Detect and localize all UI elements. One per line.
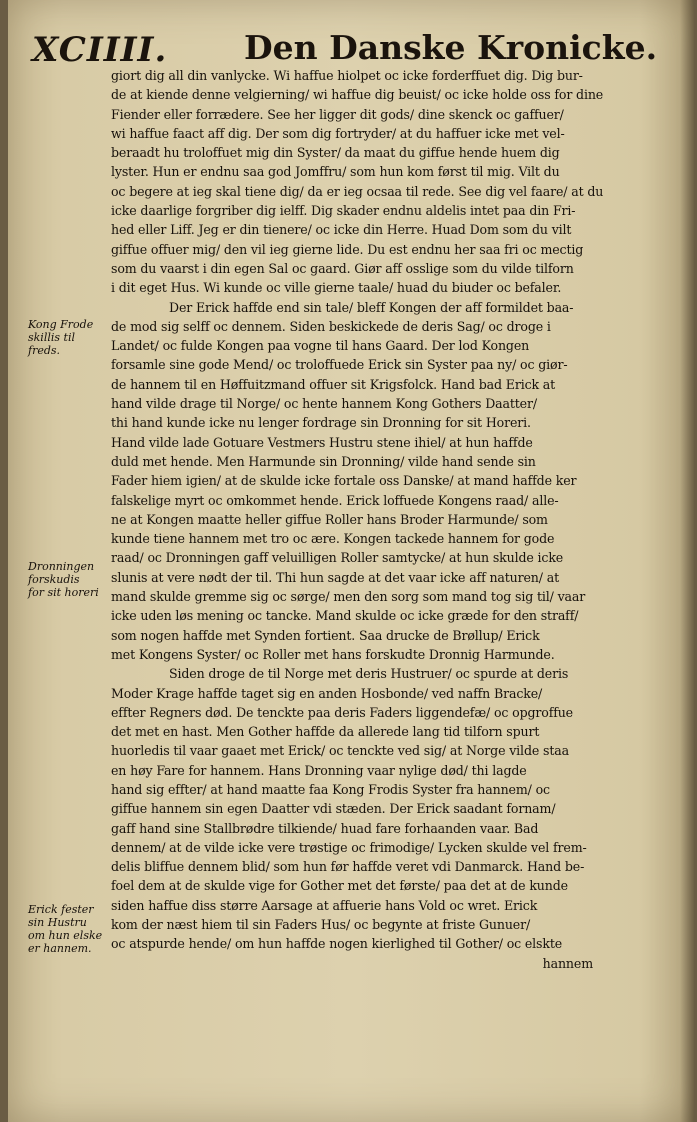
- text-line: slunis at vere nødt der til. Thi hun sagde at det vaar icke aff naturen/ at: [111, 569, 559, 585]
- paragraph-start-line: Siden droge de til Norge met deris Hustruer/ oc spurde at deris: [169, 666, 569, 682]
- text-line: duld met hende. Men Harmunde sin Dronning/ vilde hand sende sin: [111, 453, 536, 469]
- text-line: Moder Krage haffde taget sig en anden Hosbonde/ ved naffn Bracke/: [111, 685, 543, 701]
- text-line: forsamle sine gode Mend/ oc troloffuede Erick sin Syster paa ny/ oc giør-: [111, 357, 568, 373]
- text-line: beraadt hu troloffuet mig din Syster/ da maat du giffue hende huem dig: [111, 145, 560, 161]
- text-line: de at kiende denne velgierning/ wi haffue dig beuist/ oc icke holde oss for dine: [111, 87, 604, 103]
- text-line: effter Regners død. De tenckte paa deris Faders liggendefæ/ oc opgroffue: [111, 704, 573, 720]
- text-line: met Kongens Syster/ oc Roller met hans forskudte Dronnig Harmunde.: [111, 646, 555, 662]
- text-line: det met en hast. Men Gother haffde da allerede lang tid tilforn spurt: [111, 724, 540, 740]
- text-line: icke uden løs mening oc tancke. Mand skulde oc icke græde for den straff/: [111, 608, 579, 624]
- margin-note-line: freds.: [28, 344, 61, 357]
- text-line: siden haffue diss større Aarsage at affuerie hans Vold oc wret. Erick: [111, 897, 538, 913]
- text-line: delis bliffue dennem blid/ som hun før haffde veret vdi Danmarck. Hand be-: [111, 859, 585, 875]
- text-line: dennem/ at de vilde icke vere trøstige oc frimodige/ Lycken skulde vel frem-: [111, 839, 587, 855]
- text-line: ne at Kongen maatte heller giffue Roller hans Broder Harmunde/ som: [111, 511, 548, 527]
- text-line: foel dem at de skulde vige for Gother met det første/ paa det at de kunde: [111, 878, 568, 894]
- text-line: en høy Fare for hannem. Hans Dronning vaar nylige død/ thi lagde: [111, 762, 527, 778]
- book-page: [8, 0, 694, 1122]
- text-line: hand vilde drage til Norge/ oc hente hannem Kong Gothers Daatter/: [111, 396, 537, 412]
- text-line: thi hand kunde icke nu lenger fordrage sin Dronning for sit Horeri.: [111, 415, 531, 431]
- margin-note-dronningen: [28, 560, 110, 599]
- margin-note-kong-frode: [28, 318, 110, 357]
- margin-note-line: sin Hustru: [28, 916, 87, 929]
- margin-note-line: om hun elske: [28, 929, 103, 942]
- text-line: mand skulde gremme sig oc sørge/ men den sorg som mand tog sig til/ vaar: [111, 589, 586, 605]
- text-line: huorledis til vaar gaaet met Erick/ oc tenckte ved sig/ at Norge vilde staa: [111, 743, 569, 759]
- text-line: oc atspurde hende/ om hun haffde nogen kierlighed til Gother/ oc elskte: [111, 936, 563, 952]
- margin-note-line: for sit horeri: [28, 586, 99, 599]
- text-line: wi haffue faact aff dig. Der som dig fortryder/ at du haffuer icke met vel-: [111, 125, 565, 141]
- text-line: Fader hiem igien/ at de skulde icke fortale oss Danske/ at mand haffde ker: [111, 473, 577, 489]
- text-line: kom der næst hiem til sin Faders Hus/ oc begynte at friste Gunuer/: [111, 917, 531, 933]
- page-edge-shadow: [680, 0, 694, 1122]
- margin-note-line: Kong Frode: [28, 318, 94, 331]
- text-line: Hand vilde lade Gotuare Vestmers Hustru stene ihiel/ at hun haffde: [111, 434, 533, 450]
- text-line: oc begere at ieg skal tiene dig/ da er ieg ocsaa til rede. See dig vel faare/ at du: [111, 183, 604, 199]
- text-line: giffue offuer mig/ den vil ieg gierne lide. Du est endnu her saa fri oc mectig: [111, 241, 584, 257]
- margin-note-erick-fester: [28, 903, 110, 955]
- margin-note-line: forskudis: [28, 573, 80, 586]
- text-line: gaff hand sine Stallbrødre tilkiende/ huad fare forhaanden vaar. Bad: [111, 820, 539, 836]
- text-line: giffue hannem sin egen Daatter vdi stæden. Der Erick saadant fornam/: [111, 801, 556, 817]
- catchword-line: hannem: [542, 955, 593, 971]
- text-line: Fiender eller forrædere. See her ligger dit gods/ dine skenck oc gaffuer/: [111, 106, 564, 122]
- margin-note-line: Dronningen: [28, 560, 95, 573]
- text-line: icke daarlige forgriber dig ielff. Dig skader endnu aldelis intet paa din Fri-: [111, 203, 576, 219]
- page-number: XCIIII.: [32, 30, 168, 70]
- margin-note-line: Erick fester: [28, 903, 94, 916]
- margin-note-line: er hannem.: [28, 942, 92, 955]
- text-line: kunde tiene hannem met tro oc ære. Kongen tackede hannem for gode: [111, 531, 555, 547]
- running-title: Den Danske Kronicke.: [244, 28, 658, 67]
- text-line: Landet/ oc fulde Kongen paa vogne til hans Gaard. Der lod Kongen: [111, 338, 530, 354]
- text-line: lyster. Hun er endnu saa god Jomffru/ som hun kom først til mig. Vilt du: [111, 164, 560, 180]
- body-text: [111, 66, 631, 973]
- paragraph-start-line: Der Erick haffde end sin tale/ bleff Kongen der aff formildet baa-: [169, 299, 574, 315]
- margin-note-line: skillis til: [28, 331, 75, 344]
- text-line: de mod sig selff oc dennem. Siden beskickede de deris Sag/ oc droge i: [111, 318, 551, 334]
- text-line: de hannem til en Høffuitzmand offuer sit Krigsfolck. Hand bad Erick at: [111, 376, 556, 392]
- text-line: som nogen haffde met Synden fortient. Saa drucke de Brøllup/ Erick: [111, 627, 540, 643]
- text-line: hand sig effter/ at hand maatte faa Kong Frodis Syster fra hannem/ oc: [111, 781, 550, 797]
- text-line: falskelige myrt oc omkommet hende. Erick loffuede Kongens raad/ alle-: [111, 492, 559, 508]
- text-line: i dit eget Hus. Wi kunde oc ville gierne taale/ huad du biuder oc befaler.: [111, 280, 562, 296]
- text-line: raad/ oc Dronningen gaff veluilligen Roller samtycke/ at hun skulde icke: [111, 550, 564, 566]
- text-line: som du vaarst i din egen Sal oc gaard. Giør aff osslige som du vilde tilforn: [111, 260, 574, 276]
- text-line: giort dig all din vanlycke. Wi haffue hiolpet oc icke forderffuet dig. Dig bur-: [111, 68, 583, 83]
- text-line: hed eller Liff. Jeg er din tienere/ oc icke din Herre. Huad Dom som du vilt: [111, 222, 572, 238]
